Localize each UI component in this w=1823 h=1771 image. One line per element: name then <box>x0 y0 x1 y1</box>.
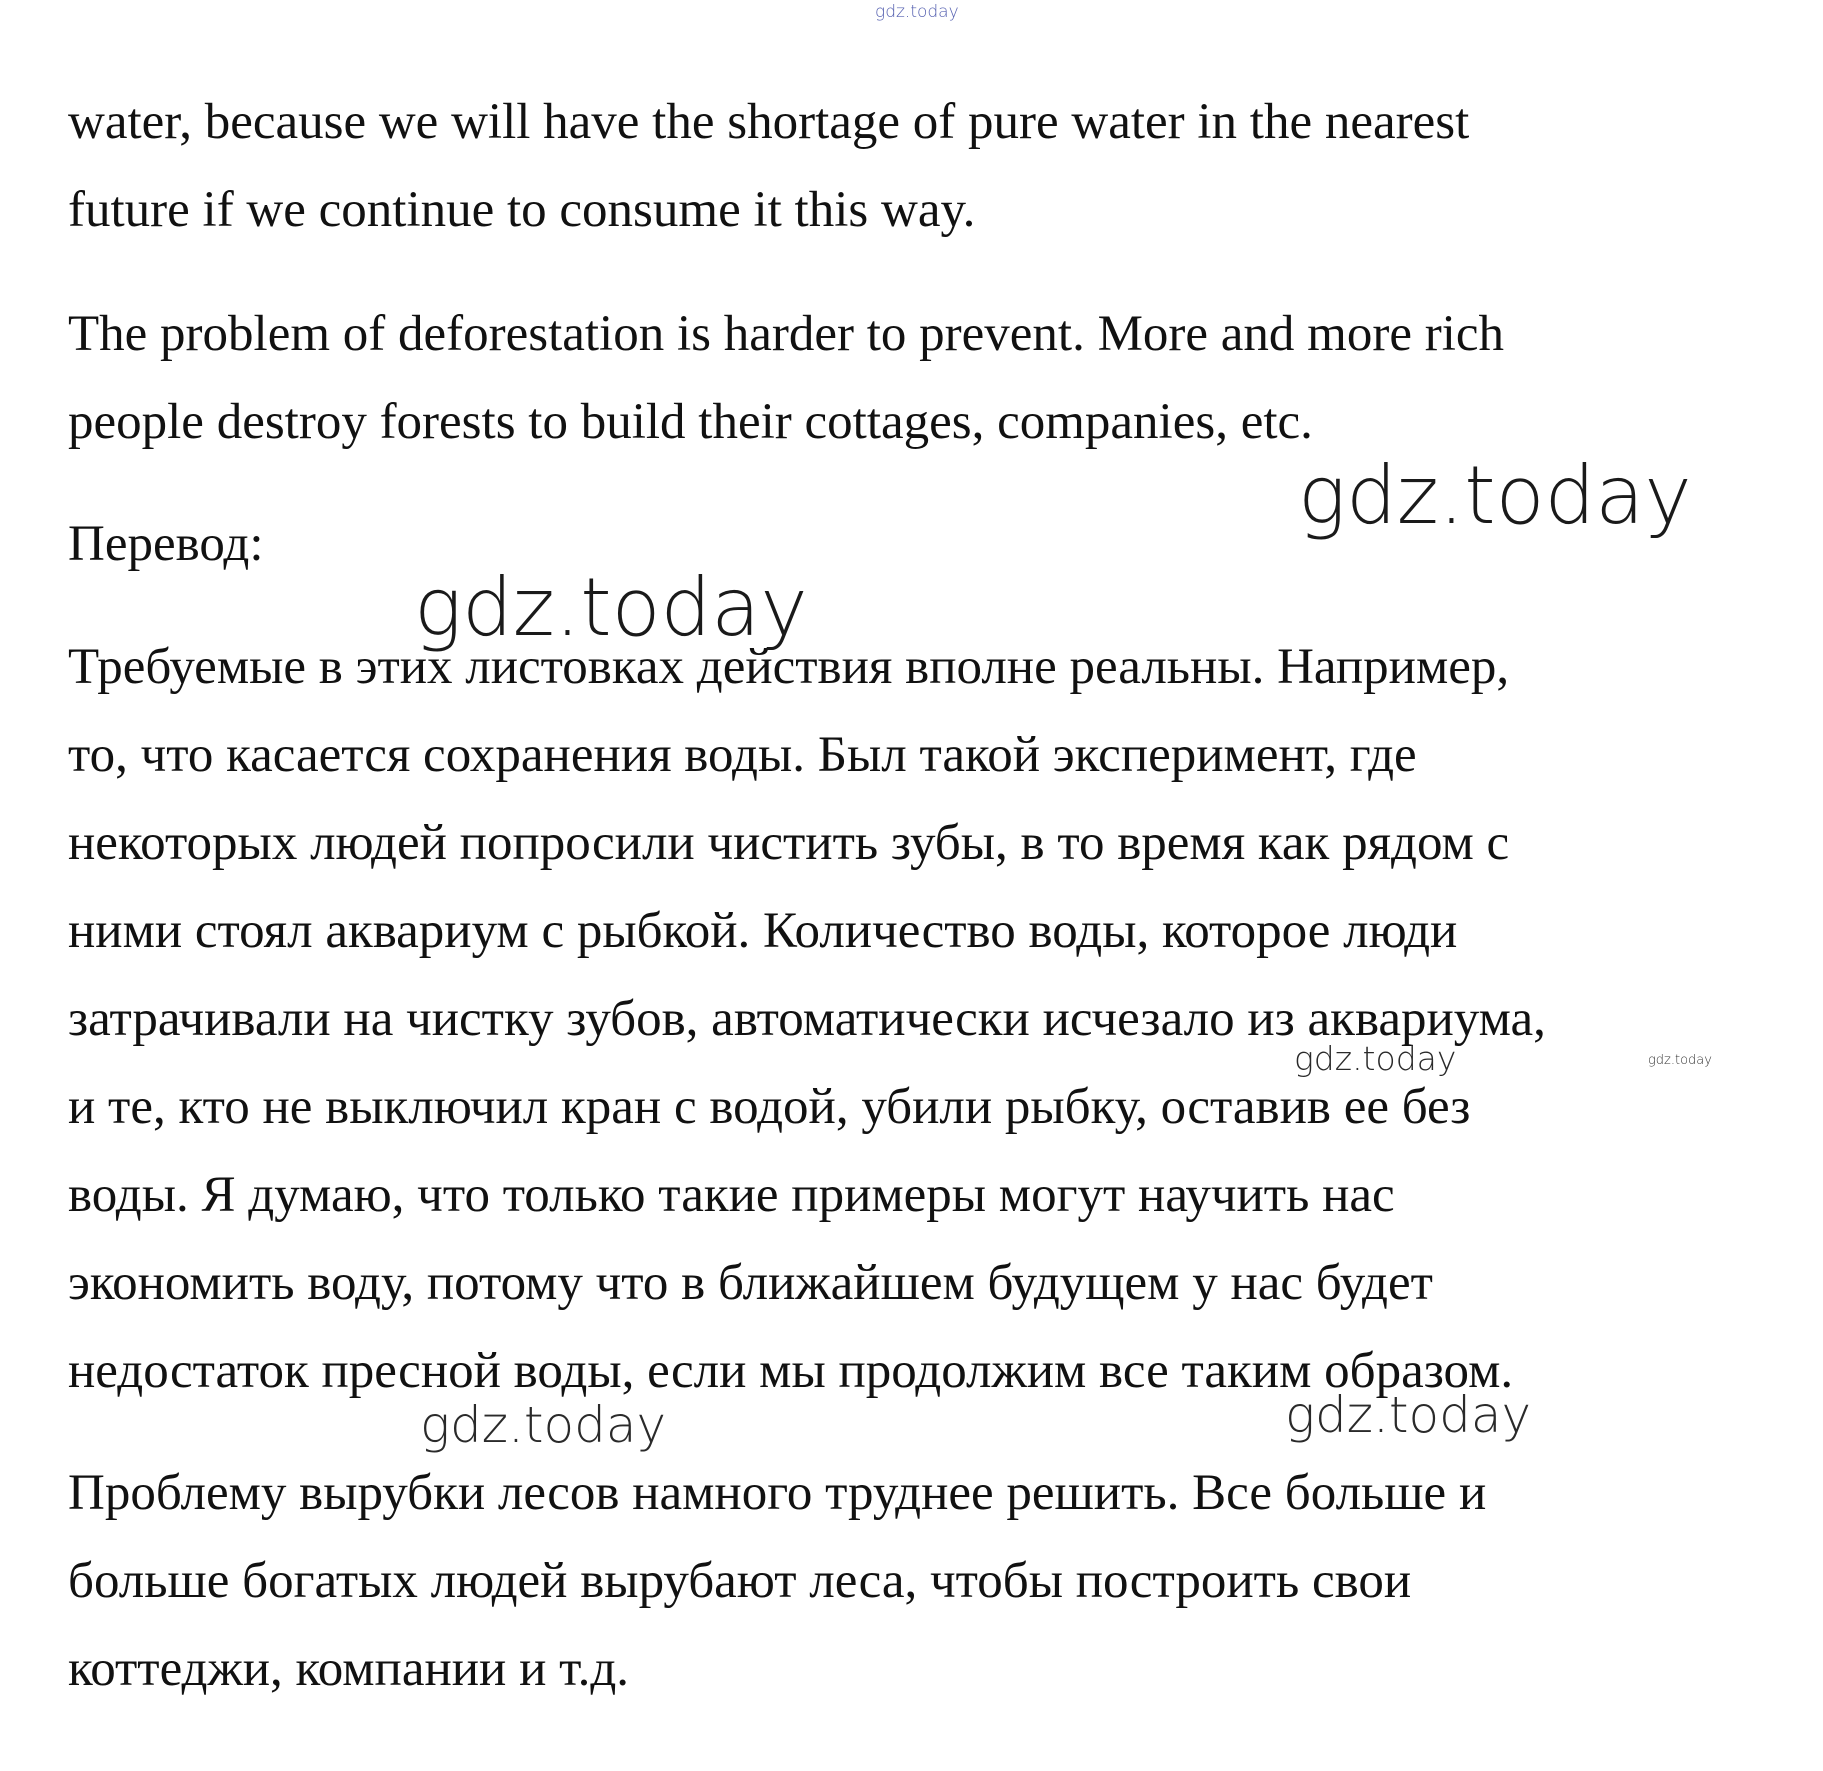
english-paragraph-1 <box>68 78 1469 254</box>
watermark-large-left: gdz.today <box>414 561 808 654</box>
russian-paragraph-1 <box>68 623 1546 1415</box>
watermark-medium-right: gdz.today <box>1285 1386 1532 1444</box>
text-line: некоторых людей попросили чистить зубы, в то время как рядом с <box>68 815 1510 871</box>
text-line: people destroy forests to build their cottages, companies, etc. <box>68 394 1313 450</box>
text-line: недостаток пресной воды, если мы продолжим все таким образом. <box>68 1343 1514 1399</box>
text-line: ними стоял аквариум с рыбкой. Количество воды, которое люди <box>68 903 1458 959</box>
text-line: то, что касается сохранения воды. Был такой эксперимент, где <box>68 727 1417 783</box>
watermark-large-right: gdz.today <box>1298 449 1692 542</box>
watermark-top: gdz.today <box>875 2 959 22</box>
english-paragraph-2 <box>68 290 1504 466</box>
text-line: больше богатых людей вырубают леса, чтобы построить свои <box>68 1553 1412 1609</box>
watermark-tiny: gdz.today <box>1648 1053 1712 1068</box>
text-line: future if we continue to consume it this way. <box>68 182 976 238</box>
russian-paragraph-2 <box>68 1449 1486 1713</box>
text-line: Требуемые в этих листовках действия вполне реальны. Например, <box>68 639 1510 695</box>
text-line: Проблему вырубки лесов намного труднее решить. Все больше и <box>68 1465 1487 1521</box>
text-line: экономить воду, потому что в ближайшем будущем у нас будет <box>68 1255 1433 1311</box>
watermark-medium-left: gdz.today <box>420 1396 667 1454</box>
text-line: и те, кто не выключил кран с водой, убили рыбку, оставив ее без <box>68 1079 1471 1135</box>
heading-line: Перевод: <box>68 516 264 572</box>
translation-heading <box>68 500 263 588</box>
text-line: water, because we will have the shortage of pure water in the nearest <box>68 94 1470 150</box>
text-line: воды. Я думаю, что только такие примеры могут научить нас <box>68 1167 1395 1223</box>
watermark-small-center: gdz.today <box>1294 1039 1457 1078</box>
text-line: The problem of deforestation is harder to prevent. More and more rich <box>68 306 1504 362</box>
text-line: коттеджи, компании и т.д. <box>68 1641 630 1697</box>
text-line: затрачивали на чистку зубов, автоматически исчезало из аквариума, <box>68 991 1546 1047</box>
